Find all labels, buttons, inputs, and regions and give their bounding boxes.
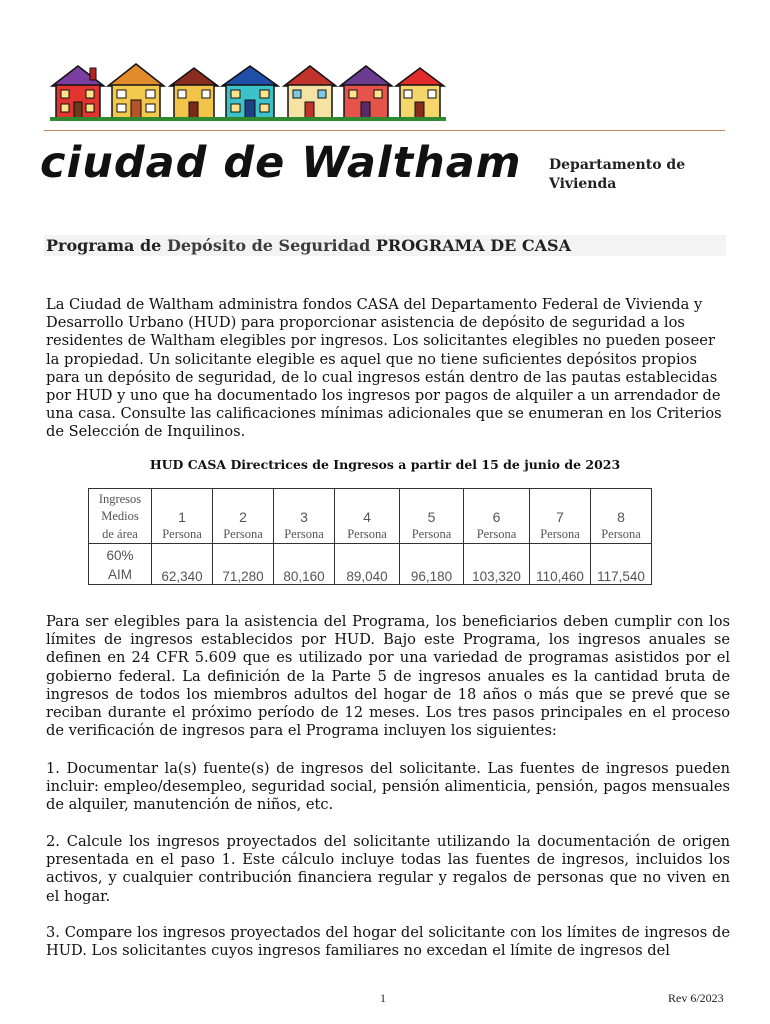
column-header-cell — [400, 489, 464, 544]
income-value-cell: 80,160 — [274, 544, 335, 585]
intro-paragraph: La Ciudad de Waltham administra fondos CASA del Departamento Federal de Vivienda y Desarrollo Urbano (HUD) para proporcionar asistencia de depósito de seguridad a los residentes de Waltham elegibles por ingresos. Los solicitantes elegibles no pueden poseer la propiedad. Un solicitante elegible es aquel que no tiene suficientes depósitos propios para un depósito de seguridad, de lo cual ingresos están dentro de las pautas establecidas por HUD y uno que ha documentado los ingresos por pagos de alquiler a un arrendador de una casa. Consulte las calificaciones mínimas adicionales que se enumeran en los Criterios de Selección de Inquilinos. — [46, 296, 722, 441]
step-1-paragraph: 1. Documentar la(s) fuente(s) de ingresos del solicitante. Las fuentes de ingresos pueden incluir: empleo/desempleo, seguridad social, pensión alimenticia, pensión, pagos mensuales de alquiler, manutención de niños, etc. — [46, 760, 730, 814]
income-value-cell: 96,180 — [400, 544, 464, 585]
column-header-cell — [152, 489, 213, 544]
column-unit: Persona — [284, 526, 324, 541]
row-header-line: de área — [102, 526, 138, 541]
column-unit: Persona — [162, 526, 202, 541]
step-3-paragraph: 3. Compare los ingresos proyectados del hogar del solicitante con los límites de ingresos de HUD. Los solicitantes cuyos ingresos familiares no excedan el límite de ingresos del — [46, 924, 730, 960]
row-header-line: Ingresos — [98, 491, 142, 506]
program-title-part3: PROGRAMA DE CASA — [375, 236, 571, 255]
column-number: 5 — [427, 508, 436, 525]
column-header-cell — [591, 489, 652, 544]
column-unit: Persona — [601, 526, 641, 541]
column-number: 4 — [363, 508, 371, 525]
income-value-cell: 117,540 — [591, 544, 652, 585]
column-unit: Persona — [411, 526, 452, 541]
column-header-cell — [274, 489, 335, 544]
income-limits-table — [88, 488, 652, 585]
step-2-paragraph: 2. Calcule los ingresos proyectados del solicitante utilizando la documentación de origen presentada en el paso 1. Este cálculo incluye todas las fuentes de ingresos, incluidos los activos, y cualquier contribución financiera regular y regalos de personas que no viven en el hogar. — [46, 833, 730, 905]
column-unit: Persona — [540, 526, 580, 541]
table-caption: HUD CASA Directrices de Ingresos a partir del 15 de junio de 2023 — [149, 457, 621, 472]
column-number: 3 — [300, 508, 308, 525]
column-header-cell — [335, 489, 400, 544]
houses-illustration — [50, 62, 446, 122]
row-label-cell — [89, 544, 152, 585]
city-title: ciudad de Waltham — [40, 138, 522, 188]
eligibility-paragraph: Para ser elegibles para la asistencia del Programa, los beneficiarios deben cumplir con los límites de ingresos establecidos por HUD. Bajo este Programa, los ingresos anuales se definen en 24 CFR 5.609 que es utilizado por una variedad de programas asistidos por el gobierno federal. La definición de la Parte 5 de ingresos anuales es la cantidad bruta de ingresos de todos los miembros adultos del hogar de 18 años o más que se prevé que se reciban durante el próximo período de 12 meses. Los tres pasos principales en el proceso de verificación de ingresos para el Programa incluyen los siguientes: — [46, 613, 730, 740]
department-name: Departamento de Vivienda — [549, 157, 686, 192]
column-number: 1 — [178, 508, 186, 525]
table-row — [89, 544, 652, 585]
row-header-line: Medios — [101, 509, 139, 523]
income-value-cell: 62,340 — [152, 544, 213, 585]
program-title-part2: Depósito de Seguridad — [166, 236, 371, 255]
column-header-cell — [213, 489, 274, 544]
income-value-cell: 110,460 — [530, 544, 591, 585]
revision-label: Rev 6/2023 — [668, 991, 724, 1005]
income-value-cell: 89,040 — [335, 544, 400, 585]
column-number: 2 — [239, 508, 247, 525]
header-divider — [44, 130, 725, 131]
column-header-cell — [530, 489, 591, 544]
column-number: 6 — [492, 508, 501, 525]
column-unit: Persona — [223, 526, 263, 541]
page-number: 1 — [380, 991, 386, 1005]
table-header-row — [89, 489, 652, 544]
row-header-cell — [89, 489, 152, 544]
row-label-line: AIM — [107, 567, 132, 582]
column-unit: Persona — [347, 526, 387, 541]
income-value-cell: 71,280 — [213, 544, 274, 585]
row-label-line: 60% — [106, 548, 134, 563]
column-number: 7 — [556, 508, 564, 525]
column-number: 8 — [617, 508, 625, 525]
column-unit: Persona — [476, 526, 517, 541]
income-value-cell: 103,320 — [464, 544, 530, 585]
program-title-part1: Programa de — [46, 236, 162, 255]
column-header-cell — [464, 489, 530, 544]
program-title — [46, 236, 571, 255]
